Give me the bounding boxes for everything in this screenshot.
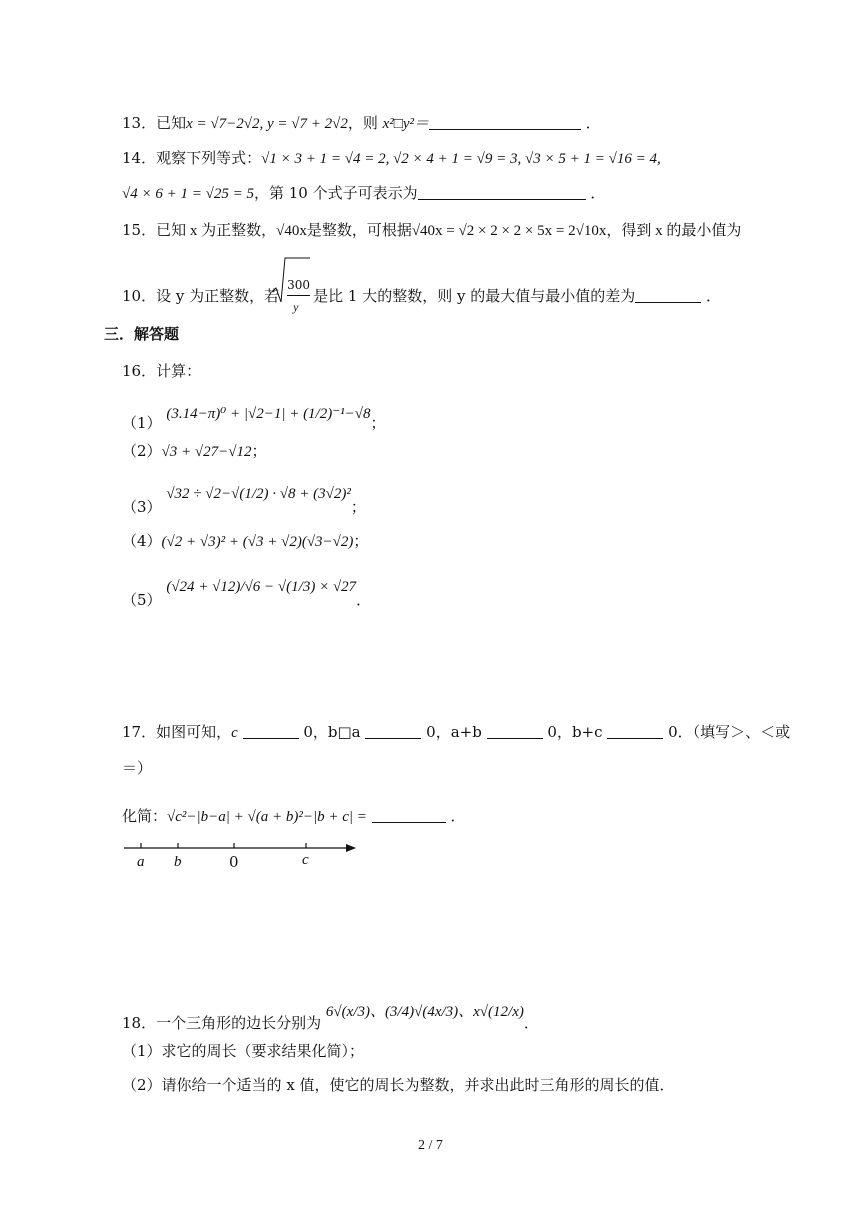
axis-label-b: b <box>174 854 182 870</box>
fraction-numerator: 300 <box>287 275 310 296</box>
punctuation: ． <box>450 807 466 825</box>
q16-item-1 <box>122 406 386 434</box>
question-text: 设 y 为正整数，若 <box>156 287 280 305</box>
answer-blank[interactable] <box>487 724 543 739</box>
answer-blank[interactable] <box>429 115 581 130</box>
question-text: ，第 10 个式子可表示为 <box>253 184 418 202</box>
punctuation: ． <box>590 184 606 202</box>
question-17-line2: ＝） <box>122 759 153 777</box>
question-text: ，则 <box>347 114 383 132</box>
punctuation: ． <box>585 114 601 132</box>
question-text: 0．（填写＞、＜或 <box>668 723 791 741</box>
answer-blank[interactable] <box>607 724 663 739</box>
item-label: （1） <box>122 414 162 432</box>
fraction-denominator: y <box>293 300 299 314</box>
axis-label-a: a <box>137 854 145 870</box>
punctuation: ； <box>350 498 366 516</box>
punctuation: ． <box>705 287 721 305</box>
question-number: 14． <box>122 149 157 167</box>
question-14-line2 <box>122 183 605 204</box>
question-15 <box>122 220 741 241</box>
math-expression: (√2 + √3)² + (√3 + √2)(√3−√2) <box>161 534 354 550</box>
question-text: 已知 <box>156 114 187 132</box>
question-16 <box>122 361 201 381</box>
question-text: 是比 1 大的整数，则 y 的最大值与最小值的差为 <box>313 287 636 305</box>
math-expression: √3 + √27−√12 <box>161 444 252 460</box>
math-expression: 6√(x/3)、(3/4)√(4x/3)、x√(12/x) <box>325 1004 524 1020</box>
question-text: 0，a+b <box>426 723 482 741</box>
math-expression: √c²−|b−a| + √(a + b)²−|b + c| = <box>167 809 367 825</box>
question-number: 18． <box>122 1014 157 1032</box>
question-text: 如图可知， <box>156 723 232 741</box>
question-text: 化简： <box>122 807 168 825</box>
question-text: 观察下列等式： <box>156 149 262 167</box>
question-number: 17． <box>122 723 157 741</box>
question-text: 已知 x 为正整数，√40x是整数，可根据√40x = √2 × 2 × 2 × 5x = 2√10x，得到 x 的最小值为 <box>156 223 742 239</box>
item-label: （2） <box>122 442 162 460</box>
question-text: 一个三角形的边长分别为 <box>156 1014 322 1032</box>
question-14 <box>122 148 661 169</box>
math-expression: √4 × 6 + 1 = √25 = 5 <box>122 186 254 202</box>
item-label: （5） <box>122 591 162 609</box>
math-expression: √1 × 3 + 1 = √4 = 2, √2 × 4 + 1 = √9 = 3, √3 × 5 + 1 = √16 = 4, <box>261 151 661 167</box>
question-18 <box>122 1004 539 1034</box>
question-number: 10． <box>122 287 157 305</box>
punctuation: ； <box>370 414 386 432</box>
axis-label-c: c <box>302 852 309 868</box>
question-18-sub1: （1）求它的周长（要求结果化简）； <box>122 1042 365 1060</box>
section-heading: 三．解答题 <box>104 325 180 343</box>
q16-item-4 <box>122 531 368 552</box>
axis-label-zero: 0 <box>229 853 239 871</box>
question-text: 0，b+c <box>547 723 603 741</box>
question-17 <box>122 722 790 743</box>
q16-item-3 <box>122 486 366 518</box>
question-text: 计算： <box>156 362 202 380</box>
question-18-sub2: （2）请你给一个适当的 x 值，使它的周长为整数，并求出此时三角形的周长的值． <box>122 1076 675 1094</box>
question-17-simplify <box>122 806 465 827</box>
question-number: 16． <box>122 362 157 380</box>
q16-item-5 <box>122 579 372 611</box>
question-number: 15． <box>122 221 157 239</box>
item-label: （4） <box>122 532 162 550</box>
math-expression: x²□y²＝ <box>382 116 429 132</box>
number-line <box>124 840 358 876</box>
punctuation: ． <box>356 591 372 609</box>
math-expression: (3.14−π)⁰ + |√2−1| + (1/2)⁻¹−√8 <box>166 406 371 422</box>
sqrt-sign <box>270 256 310 304</box>
answer-blank[interactable] <box>243 724 299 739</box>
math-expression: x = √7−2√2, y = √7 + 2√2 <box>186 116 348 132</box>
item-label: （3） <box>122 498 162 516</box>
math-expression: √32 ÷ √2−√(1/2) · √8 + (3√2)² <box>166 486 351 502</box>
punctuation: ． <box>523 1014 539 1032</box>
page-number: 2 / 7 <box>418 1138 443 1153</box>
punctuation: ； <box>251 442 267 460</box>
answer-blank[interactable] <box>365 724 421 739</box>
punctuation: ； <box>353 532 369 550</box>
q16-item-2 <box>122 441 267 462</box>
answer-blank[interactable] <box>372 808 446 823</box>
question-13 <box>122 113 601 134</box>
question-10 <box>122 278 721 314</box>
question-number: 13． <box>122 114 157 132</box>
question-text: 0，b□a <box>303 723 361 741</box>
answer-blank[interactable] <box>418 185 586 200</box>
math-variable: c <box>231 725 238 741</box>
math-expression: (√24 + √12)/√6 − √(1/3) × √27 <box>166 579 357 595</box>
answer-blank[interactable] <box>635 288 701 303</box>
